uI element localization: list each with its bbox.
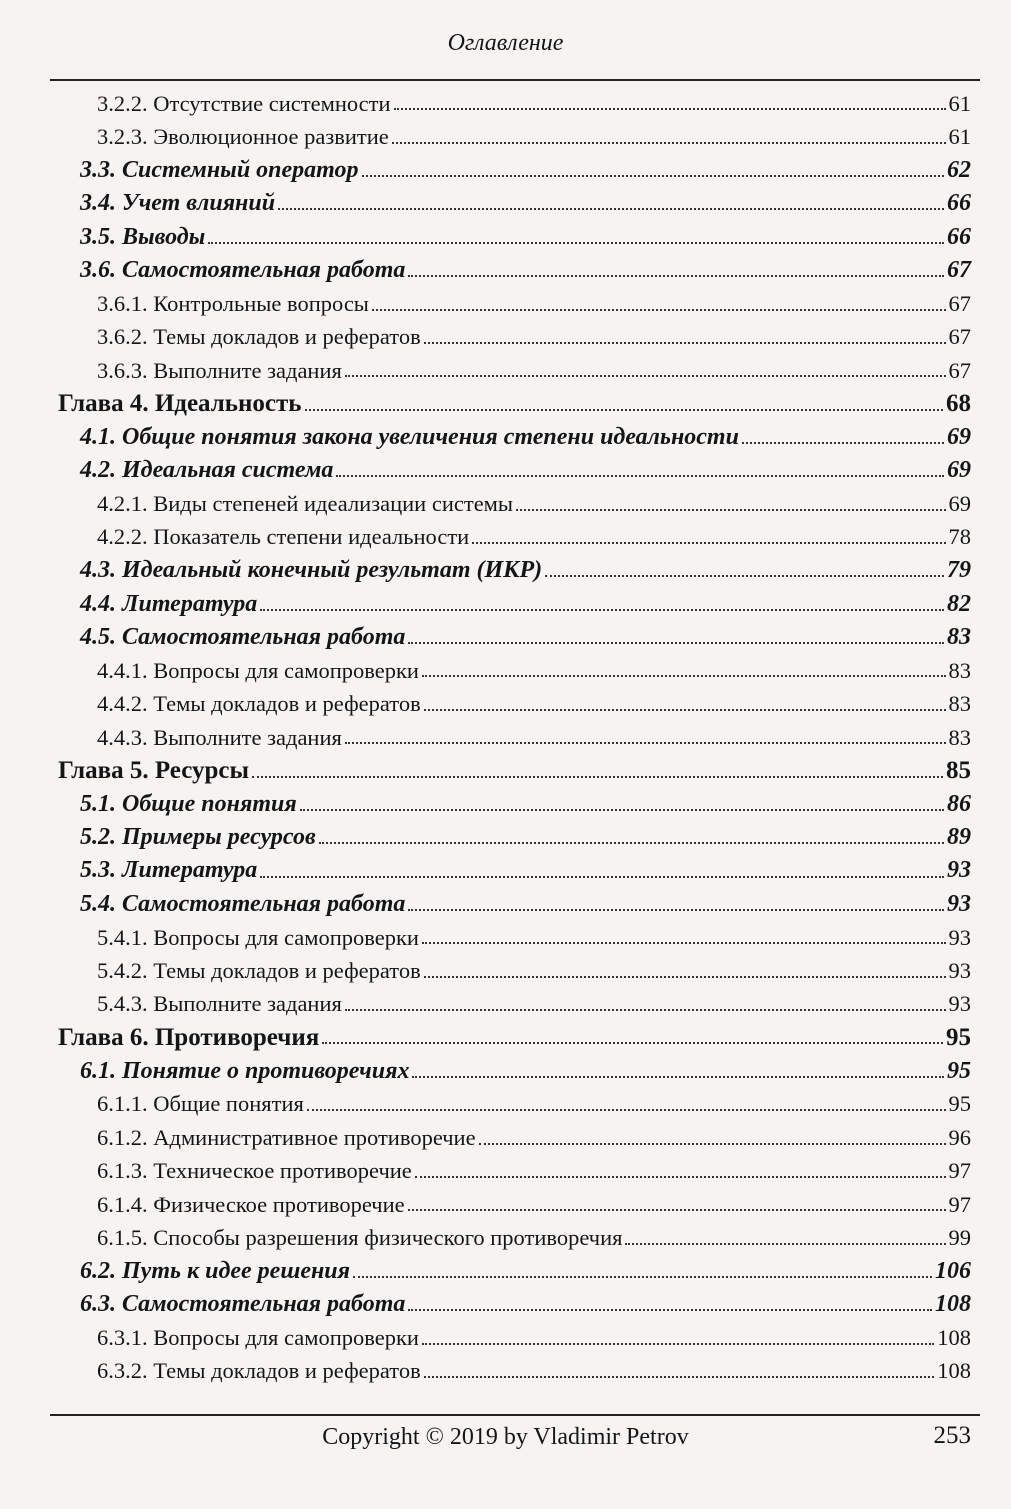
toc-entry <box>0 1054 1011 1087</box>
toc-entry <box>0 654 1011 687</box>
toc-entry-title: 3.6.3. Выполните задания <box>97 357 342 383</box>
dot-leader <box>742 442 944 444</box>
toc-entry-page: 79 <box>947 557 971 584</box>
toc-entry-page: 78 <box>948 524 971 550</box>
dot-leader <box>260 609 944 611</box>
toc-entry-page: 99 <box>948 1224 971 1250</box>
toc-entry <box>0 921 1011 954</box>
dot-leader <box>372 309 946 311</box>
dot-leader <box>408 1209 946 1211</box>
toc-entry <box>0 888 1011 921</box>
toc-entry <box>0 1121 1011 1154</box>
toc-entry-page: 89 <box>947 824 971 851</box>
toc-entry-title: 5.4.2. Темы докладов и рефератов <box>97 958 421 984</box>
toc-entry <box>0 454 1011 487</box>
toc-entry <box>0 1021 1011 1054</box>
toc-entry-title: 4.2. Идеальная система <box>80 457 334 484</box>
dot-leader <box>516 509 945 511</box>
dot-leader <box>300 809 944 811</box>
toc-entry-title: 4.1. Общие понятия закона увеличения степени идеальности <box>80 423 739 450</box>
toc-entry <box>0 321 1011 354</box>
dot-leader <box>408 1309 932 1311</box>
dot-leader <box>307 1109 946 1111</box>
toc-entry-title: 6.1.4. Физическое противоречие <box>97 1191 405 1217</box>
toc-entry-page: 95 <box>947 1057 971 1084</box>
toc-entry <box>0 1355 1011 1388</box>
toc-entry <box>0 521 1011 554</box>
toc-entry-page: 69 <box>947 457 971 484</box>
toc-entry-page: 83 <box>948 691 971 717</box>
dot-leader <box>345 375 946 377</box>
running-head: Оглавление <box>447 30 564 56</box>
toc-entry-title: 6.1.1. Общие понятия <box>97 1091 304 1117</box>
toc-entry-title: 6.3.2. Темы докладов и рефератов <box>97 1358 421 1384</box>
dot-leader <box>422 942 946 944</box>
dot-leader <box>424 976 946 978</box>
toc-entry-title: 3.4. Учет влияний <box>80 190 276 217</box>
dot-leader <box>345 1009 946 1011</box>
toc-entry-title: 4.4.2. Темы докладов и рефератов <box>97 691 421 717</box>
toc-entry-title: 3.6. Самостоятельная работа <box>80 256 406 283</box>
toc-entry <box>0 1321 1011 1354</box>
toc-entry-page: 67 <box>948 290 971 316</box>
toc-entry <box>0 954 1011 987</box>
toc-entry <box>0 554 1011 587</box>
toc-entry-page: 97 <box>948 1191 971 1217</box>
toc-entry <box>0 120 1011 153</box>
dot-leader <box>408 909 944 911</box>
toc-entry-page: 69 <box>947 423 971 450</box>
dot-leader <box>415 1176 946 1178</box>
toc-entry <box>0 254 1011 287</box>
toc-entry-page: 82 <box>947 590 971 617</box>
dot-leader <box>322 1042 943 1044</box>
toc-entry <box>0 1088 1011 1121</box>
dot-leader <box>422 675 946 677</box>
dot-leader <box>319 842 944 844</box>
dot-leader <box>362 175 944 177</box>
toc-entry-title: 5.4. Самостоятельная работа <box>80 890 406 917</box>
page-number: 253 <box>933 1422 971 1449</box>
toc-entry-title: 6.3. Самостоятельная работа <box>80 1291 406 1318</box>
toc-entry-page: 108 <box>935 1291 971 1318</box>
dot-leader <box>408 275 944 277</box>
toc-entry-title: 4.4. Литература <box>80 590 258 617</box>
toc-entry-title: 5.2. Примеры ресурсов <box>80 824 316 851</box>
toc-entry-title: 4.2.1. Виды степеней идеализации системы <box>97 490 514 516</box>
dot-leader <box>424 1376 935 1378</box>
toc-entry-title: 6.1. Понятие о противоречиях <box>80 1057 410 1084</box>
toc-entry-title: 6.1.3. Техническое противоречие <box>97 1158 412 1184</box>
toc-entry-page: 67 <box>947 256 971 283</box>
dot-leader <box>412 1076 944 1078</box>
toc-entry-page: 83 <box>948 657 971 683</box>
toc-entry-page: 96 <box>948 1124 971 1150</box>
toc-entry <box>0 154 1011 187</box>
toc-entry-page: 93 <box>947 890 971 917</box>
toc-entry-title: 3.6.1. Контрольные вопросы <box>97 290 369 316</box>
dot-leader <box>336 475 944 477</box>
toc-entry <box>0 1221 1011 1254</box>
toc-entry <box>0 854 1011 887</box>
toc-entry-page: 66 <box>947 190 971 217</box>
toc-entry-page: 83 <box>948 724 971 750</box>
toc-entry <box>0 421 1011 454</box>
footer-rule <box>50 1414 980 1416</box>
toc-entry-title: 4.3. Идеальный конечный результат (ИКР) <box>80 557 543 584</box>
dot-leader <box>260 876 944 878</box>
toc-entry-page: 93 <box>948 991 971 1017</box>
toc-entry-page: 69 <box>948 490 971 516</box>
dot-leader <box>305 409 943 411</box>
toc-entry <box>0 1255 1011 1288</box>
dot-leader <box>479 1143 946 1145</box>
toc-entry <box>0 387 1011 420</box>
toc-entry-page: 93 <box>948 924 971 950</box>
toc-entry <box>0 721 1011 754</box>
toc-entry <box>0 1155 1011 1188</box>
toc-entry <box>0 287 1011 320</box>
dot-leader <box>422 1343 934 1345</box>
table-of-contents <box>0 87 1011 1388</box>
toc-entry-page: 85 <box>946 756 971 784</box>
toc-entry-title: 4.4.3. Выполните задания <box>97 724 342 750</box>
toc-entry-title: Глава 6. Противоречия <box>58 1023 320 1051</box>
toc-entry-page: 93 <box>948 958 971 984</box>
toc-entry-title: 3.3. Системный оператор <box>80 156 359 183</box>
toc-entry-page: 61 <box>948 90 971 116</box>
toc-entry-page: 67 <box>948 324 971 350</box>
toc-entry-title: 3.2.3. Эволюционное развитие <box>97 124 389 150</box>
toc-entry-page: 83 <box>947 623 971 650</box>
toc-entry <box>0 220 1011 253</box>
dot-leader <box>472 542 945 544</box>
toc-entry <box>0 187 1011 220</box>
toc-entry-page: 61 <box>948 124 971 150</box>
toc-entry <box>0 988 1011 1021</box>
toc-entry <box>0 687 1011 720</box>
toc-entry-title: 5.1. Общие понятия <box>80 790 297 817</box>
toc-entry-title: 6.1.5. Способы разрешения физического противоречия <box>97 1224 623 1250</box>
toc-entry <box>0 821 1011 854</box>
toc-entry-title: 6.2. Путь к идее решения <box>80 1257 351 1284</box>
toc-entry-title: 4.4.1. Вопросы для самопроверки <box>97 657 419 683</box>
toc-entry <box>0 1288 1011 1321</box>
dot-leader <box>424 342 946 344</box>
toc-entry <box>0 354 1011 387</box>
toc-entry-title: 3.5. Выводы <box>80 223 206 250</box>
toc-entry <box>0 587 1011 620</box>
toc-entry-page: 66 <box>947 223 971 250</box>
toc-entry-title: 4.5. Самостоятельная работа <box>80 623 406 650</box>
toc-entry <box>0 621 1011 654</box>
toc-entry <box>0 1188 1011 1221</box>
dot-leader <box>424 709 946 711</box>
dot-leader <box>353 1276 932 1278</box>
toc-entry-title: Глава 5. Ресурсы <box>58 756 249 784</box>
toc-entry-page: 67 <box>948 357 971 383</box>
dot-leader <box>345 742 946 744</box>
dot-leader <box>252 776 943 778</box>
header-rule <box>50 79 980 81</box>
toc-entry-page: 62 <box>947 156 971 183</box>
toc-entry <box>0 788 1011 821</box>
dot-leader <box>278 208 944 210</box>
toc-entry-page: 95 <box>948 1091 971 1117</box>
toc-entry <box>0 754 1011 787</box>
dot-leader <box>394 108 946 110</box>
dot-leader <box>545 575 944 577</box>
toc-entry-page: 106 <box>935 1257 971 1284</box>
toc-entry-page: 93 <box>947 857 971 884</box>
toc-entry-title: 3.2.2. Отсутствие системности <box>97 90 391 116</box>
toc-entry-title: 5.4.1. Вопросы для самопроверки <box>97 924 419 950</box>
toc-entry-title: 6.3.1. Вопросы для самопроверки <box>97 1324 419 1350</box>
toc-entry-page: 68 <box>946 389 971 417</box>
toc-entry-title: Глава 4. Идеальность <box>58 389 302 417</box>
toc-entry-page: 86 <box>947 790 971 817</box>
toc-entry-title: 5.4.3. Выполните задания <box>97 991 342 1017</box>
toc-entry-title: 6.1.2. Административное противоречие <box>97 1124 476 1150</box>
toc-entry-title: 3.6.2. Темы докладов и рефератов <box>97 324 421 350</box>
dot-leader <box>408 642 944 644</box>
toc-entry-title: 4.2.2. Показатель степени идеальности <box>97 524 470 550</box>
toc-entry-page: 108 <box>937 1324 971 1350</box>
toc-entry-title: 5.3. Литература <box>80 857 258 884</box>
copyright-notice: Copyright © 2019 by Vladimir Petrov <box>322 1424 689 1450</box>
toc-entry-page: 108 <box>937 1358 971 1384</box>
toc-entry-page: 97 <box>948 1158 971 1184</box>
toc-entry <box>0 87 1011 120</box>
dot-leader <box>208 242 944 244</box>
dot-leader <box>392 142 946 144</box>
dot-leader <box>625 1243 945 1245</box>
toc-entry-page: 95 <box>946 1023 971 1051</box>
toc-entry <box>0 487 1011 520</box>
